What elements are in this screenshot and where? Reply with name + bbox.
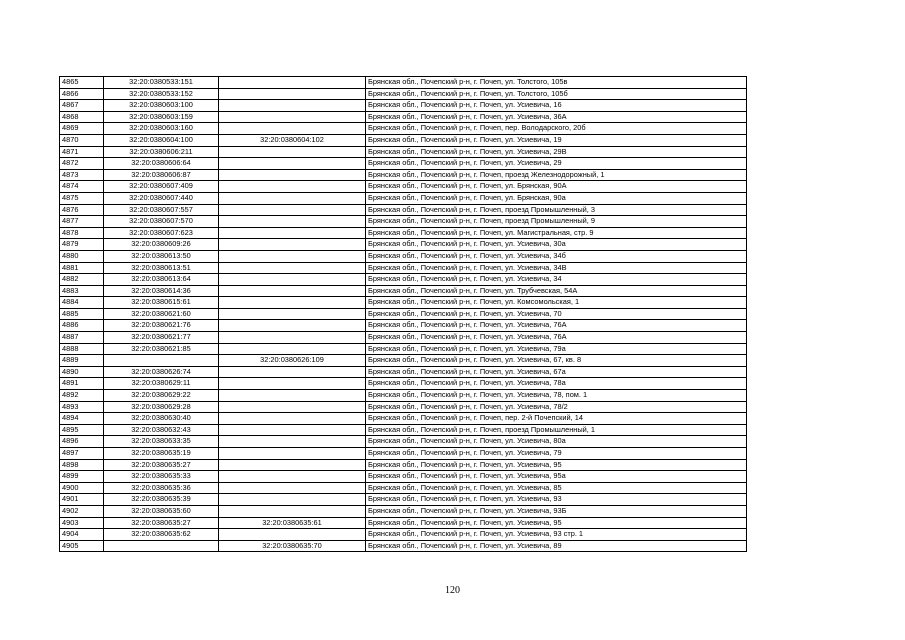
cadastral-number-cell: 32:20:0380607:409 [104, 181, 219, 193]
address-cell: Брянская обл., Почепский р-н, г. Почеп, пер. 2-й Почепский, 14 [366, 413, 747, 425]
parent-cadastral-number-cell [219, 413, 366, 425]
row-number-cell: 4902 [60, 505, 104, 517]
address-cell: Брянская обл., Почепский р-н, г. Почеп, ул. Усиевича, 29 [366, 158, 747, 170]
address-cell: Брянская обл., Почепский р-н, г. Почеп, ул. Усиевича, 78, пом. 1 [366, 390, 747, 402]
row-number-cell: 4897 [60, 448, 104, 460]
parent-cadastral-number-cell [219, 448, 366, 460]
table-row [60, 181, 747, 193]
parent-cadastral-number-cell [219, 436, 366, 448]
address-cell: Брянская обл., Почепский р-н, г. Почеп, ул. Усиевича, 93 [366, 494, 747, 506]
row-number-cell: 4901 [60, 494, 104, 506]
table-row [60, 227, 747, 239]
cadastral-number-cell: 32:20:0380613:64 [104, 274, 219, 286]
row-number-cell: 4893 [60, 401, 104, 413]
parent-cadastral-number-cell [219, 471, 366, 483]
row-number-cell: 4881 [60, 262, 104, 274]
table-row [60, 494, 747, 506]
parent-cadastral-number-cell [219, 88, 366, 100]
address-cell: Брянская обл., Почепский р-н, г. Почеп, ул. Брянская, 90а [366, 192, 747, 204]
cadastral-number-cell: 32:20:0380635:36 [104, 482, 219, 494]
parent-cadastral-number-cell: 32:20:0380635:70 [219, 540, 366, 552]
table-row [60, 343, 747, 355]
cadastral-number-cell: 32:20:0380606:211 [104, 146, 219, 158]
table-row [60, 448, 747, 460]
address-cell: Брянская обл., Почепский р-н, г. Почеп, ул. Усиевича, 67а [366, 366, 747, 378]
cadastral-number-cell: 32:20:0380635:19 [104, 448, 219, 460]
row-number-cell: 4865 [60, 77, 104, 89]
parent-cadastral-number-cell [219, 390, 366, 402]
row-number-cell: 4874 [60, 181, 104, 193]
table-row [60, 192, 747, 204]
row-number-cell: 4876 [60, 204, 104, 216]
address-cell: Брянская обл., Почепский р-н, г. Почеп, ул. Усиевича, 89 [366, 540, 747, 552]
table-row [60, 413, 747, 425]
table-row [60, 250, 747, 262]
table-row [60, 204, 747, 216]
table-row [60, 146, 747, 158]
cadastral-number-cell: 32:20:0380621:60 [104, 308, 219, 320]
address-cell: Брянская обл., Почепский р-н, г. Почеп, ул. Усиевича, 93Б [366, 505, 747, 517]
row-number-cell: 4882 [60, 274, 104, 286]
cadastral-number-cell: 32:20:0380607:623 [104, 227, 219, 239]
table-row [60, 216, 747, 228]
address-cell: Брянская обл., Почепский р-н, г. Почеп, ул. Усиевича, 29В [366, 146, 747, 158]
table-row [60, 158, 747, 170]
table-row [60, 77, 747, 89]
address-cell: Брянская обл., Почепский р-н, г. Почеп, ул. Трубчевская, 54А [366, 285, 747, 297]
row-number-cell: 4883 [60, 285, 104, 297]
row-number-cell: 4873 [60, 169, 104, 181]
cadastral-number-cell: 32:20:0380607:440 [104, 192, 219, 204]
cadastral-number-cell: 32:20:0380635:60 [104, 505, 219, 517]
cadastral-number-cell [104, 540, 219, 552]
row-number-cell: 4895 [60, 424, 104, 436]
parent-cadastral-number-cell [219, 401, 366, 413]
table-row [60, 471, 747, 483]
row-number-cell: 4870 [60, 134, 104, 146]
address-cell: Брянская обл., Почепский р-н, г. Почеп, ул. Толстого, 105в [366, 77, 747, 89]
address-cell: Брянская обл., Почепский р-н, г. Почеп, ул. Усиевича, 19 [366, 134, 747, 146]
address-cell: Брянская обл., Почепский р-н, г. Почеп, ул. Усиевича, 79а [366, 343, 747, 355]
table-row [60, 239, 747, 251]
cadastral-number-cell: 32:20:0380635:39 [104, 494, 219, 506]
address-cell: Брянская обл., Почепский р-н, г. Почеп, ул. Усиевича, 85 [366, 482, 747, 494]
row-number-cell: 4890 [60, 366, 104, 378]
parent-cadastral-number-cell [219, 332, 366, 344]
cadastral-number-cell: 32:20:0380603:160 [104, 123, 219, 135]
cadastral-number-cell: 32:20:0380630:40 [104, 413, 219, 425]
row-number-cell: 4879 [60, 239, 104, 251]
row-number-cell: 4872 [60, 158, 104, 170]
address-cell: Брянская обл., Почепский р-н, г. Почеп, ул. Усиевича, 80а [366, 436, 747, 448]
address-cell: Брянская обл., Почепский р-н, г. Почеп, проезд Промышленный, 3 [366, 204, 747, 216]
table-row [60, 529, 747, 541]
cadastral-number-cell: 32:20:0380621:77 [104, 332, 219, 344]
parent-cadastral-number-cell [219, 308, 366, 320]
row-number-cell: 4892 [60, 390, 104, 402]
parent-cadastral-number-cell [219, 192, 366, 204]
parent-cadastral-number-cell [219, 285, 366, 297]
cadastral-number-cell: 32:20:0380632:43 [104, 424, 219, 436]
parent-cadastral-number-cell [219, 169, 366, 181]
row-number-cell: 4898 [60, 459, 104, 471]
parent-cadastral-number-cell [219, 424, 366, 436]
parent-cadastral-number-cell [219, 181, 366, 193]
table-row [60, 517, 747, 529]
cadastral-number-cell: 32:20:0380629:22 [104, 390, 219, 402]
address-cell: Брянская обл., Почепский р-н, г. Почеп, ул. Усиевича, 95а [366, 471, 747, 483]
registry-table [59, 76, 747, 552]
table-row [60, 285, 747, 297]
row-number-cell: 4903 [60, 517, 104, 529]
row-number-cell: 4867 [60, 100, 104, 112]
table-row [60, 134, 747, 146]
parent-cadastral-number-cell [219, 111, 366, 123]
cadastral-number-cell: 32:20:0380621:76 [104, 320, 219, 332]
table-row [60, 355, 747, 367]
address-cell: Брянская обл., Почепский р-н, г. Почеп, ул. Магистральная, стр. 9 [366, 227, 747, 239]
row-number-cell: 4875 [60, 192, 104, 204]
table-row [60, 274, 747, 286]
address-cell: Брянская обл., Почепский р-н, г. Почеп, ул. Толстого, 105б [366, 88, 747, 100]
parent-cadastral-number-cell [219, 239, 366, 251]
address-cell: Брянская обл., Почепский р-н, г. Почеп, ул. Усиевича, 34В [366, 262, 747, 274]
address-cell: Брянская обл., Почепский р-н, г. Почеп, ул. Брянская, 90А [366, 181, 747, 193]
table-row [60, 482, 747, 494]
parent-cadastral-number-cell [219, 378, 366, 390]
cadastral-number-cell [104, 355, 219, 367]
cadastral-number-cell: 32:20:0380629:11 [104, 378, 219, 390]
cadastral-number-cell: 32:20:0380621:85 [104, 343, 219, 355]
row-number-cell: 4885 [60, 308, 104, 320]
parent-cadastral-number-cell [219, 494, 366, 506]
table-row [60, 262, 747, 274]
cadastral-number-cell: 32:20:0380533:152 [104, 88, 219, 100]
table-row [60, 378, 747, 390]
address-cell: Брянская обл., Почепский р-н, г. Почеп, проезд Железнодорожный, 1 [366, 169, 747, 181]
cadastral-number-cell: 32:20:0380606:64 [104, 158, 219, 170]
table-row [60, 401, 747, 413]
address-cell: Брянская обл., Почепский р-н, г. Почеп, пер. Володарского, 20б [366, 123, 747, 135]
cadastral-number-cell: 32:20:0380604:100 [104, 134, 219, 146]
row-number-cell: 4904 [60, 529, 104, 541]
row-number-cell: 4878 [60, 227, 104, 239]
address-cell: Брянская обл., Почепский р-н, г. Почеп, ул. Комсомольская, 1 [366, 297, 747, 309]
cadastral-number-cell: 32:20:0380614:36 [104, 285, 219, 297]
cadastral-number-cell: 32:20:0380635:27 [104, 459, 219, 471]
parent-cadastral-number-cell: 32:20:0380626:109 [219, 355, 366, 367]
parent-cadastral-number-cell [219, 146, 366, 158]
parent-cadastral-number-cell [219, 227, 366, 239]
address-cell: Брянская обл., Почепский р-н, г. Почеп, ул. Усиевича, 95 [366, 459, 747, 471]
row-number-cell: 4869 [60, 123, 104, 135]
row-number-cell: 4889 [60, 355, 104, 367]
address-cell: Брянская обл., Почепский р-н, г. Почеп, ул. Усиевича, 93 стр. 1 [366, 529, 747, 541]
table-row [60, 320, 747, 332]
row-number-cell: 4891 [60, 378, 104, 390]
table-row [60, 436, 747, 448]
cadastral-number-cell: 32:20:0380607:557 [104, 204, 219, 216]
parent-cadastral-number-cell [219, 366, 366, 378]
address-cell: Брянская обл., Почепский р-н, г. Почеп, проезд Промышленный, 1 [366, 424, 747, 436]
table-row [60, 366, 747, 378]
parent-cadastral-number-cell [219, 505, 366, 517]
parent-cadastral-number-cell [219, 123, 366, 135]
row-number-cell: 4877 [60, 216, 104, 228]
cadastral-number-cell: 32:20:0380626:74 [104, 366, 219, 378]
table-row [60, 540, 747, 552]
row-number-cell: 4888 [60, 343, 104, 355]
row-number-cell: 4866 [60, 88, 104, 100]
cadastral-number-cell: 32:20:0380633:35 [104, 436, 219, 448]
cadastral-number-cell: 32:20:0380607:570 [104, 216, 219, 228]
row-number-cell: 4884 [60, 297, 104, 309]
address-cell: Брянская обл., Почепский р-н, г. Почеп, ул. Усиевича, 78а [366, 378, 747, 390]
address-cell: Брянская обл., Почепский р-н, г. Почеп, ул. Усиевича, 36А [366, 111, 747, 123]
table-row [60, 505, 747, 517]
parent-cadastral-number-cell [219, 297, 366, 309]
address-cell: Брянская обл., Почепский р-н, г. Почеп, ул. Усиевича, 95 [366, 517, 747, 529]
page-number: 120 [445, 585, 460, 596]
row-number-cell: 4905 [60, 540, 104, 552]
table-row [60, 459, 747, 471]
table-row [60, 111, 747, 123]
cadastral-number-cell: 32:20:0380613:51 [104, 262, 219, 274]
address-cell: Брянская обл., Почепский р-н, г. Почеп, проезд Промышленный, 9 [366, 216, 747, 228]
row-number-cell: 4886 [60, 320, 104, 332]
cadastral-number-cell: 32:20:0380635:27 [104, 517, 219, 529]
parent-cadastral-number-cell: 32:20:0380635:61 [219, 517, 366, 529]
address-cell: Брянская обл., Почепский р-н, г. Почеп, ул. Усиевича, 34б [366, 250, 747, 262]
cadastral-number-cell: 32:20:0380609:26 [104, 239, 219, 251]
table-row [60, 332, 747, 344]
address-cell: Брянская обл., Почепский р-н, г. Почеп, ул. Усиевича, 30а [366, 239, 747, 251]
row-number-cell: 4900 [60, 482, 104, 494]
table-row [60, 88, 747, 100]
cadastral-number-cell: 32:20:0380606:87 [104, 169, 219, 181]
row-number-cell: 4899 [60, 471, 104, 483]
parent-cadastral-number-cell [219, 262, 366, 274]
parent-cadastral-number-cell [219, 274, 366, 286]
row-number-cell: 4871 [60, 146, 104, 158]
parent-cadastral-number-cell [219, 204, 366, 216]
table-row [60, 100, 747, 112]
address-cell: Брянская обл., Почепский р-н, г. Почеп, ул. Усиевича, 76А [366, 332, 747, 344]
parent-cadastral-number-cell [219, 100, 366, 112]
parent-cadastral-number-cell [219, 77, 366, 89]
parent-cadastral-number-cell [219, 482, 366, 494]
address-cell: Брянская обл., Почепский р-н, г. Почеп, ул. Усиевича, 70 [366, 308, 747, 320]
row-number-cell: 4887 [60, 332, 104, 344]
parent-cadastral-number-cell [219, 529, 366, 541]
parent-cadastral-number-cell [219, 158, 366, 170]
parent-cadastral-number-cell [219, 320, 366, 332]
table-row [60, 169, 747, 181]
table-row [60, 390, 747, 402]
parent-cadastral-number-cell [219, 459, 366, 471]
address-cell: Брянская обл., Почепский р-н, г. Почеп, ул. Усиевича, 76А [366, 320, 747, 332]
address-cell: Брянская обл., Почепский р-н, г. Почеп, ул. Усиевича, 34 [366, 274, 747, 286]
address-cell: Брянская обл., Почепский р-н, г. Почеп, ул. Усиевича, 79 [366, 448, 747, 460]
row-number-cell: 4894 [60, 413, 104, 425]
cadastral-number-cell: 32:20:0380533:151 [104, 77, 219, 89]
address-cell: Брянская обл., Почепский р-н, г. Почеп, ул. Усиевича, 67, кв. 8 [366, 355, 747, 367]
table-row [60, 424, 747, 436]
row-number-cell: 4896 [60, 436, 104, 448]
table-row [60, 123, 747, 135]
cadastral-number-cell: 32:20:0380603:159 [104, 111, 219, 123]
table-row [60, 297, 747, 309]
parent-cadastral-number-cell [219, 343, 366, 355]
address-cell: Брянская обл., Почепский р-н, г. Почеп, ул. Усиевича, 78/2 [366, 401, 747, 413]
cadastral-number-cell: 32:20:0380635:33 [104, 471, 219, 483]
cadastral-number-cell: 32:20:0380613:50 [104, 250, 219, 262]
row-number-cell: 4880 [60, 250, 104, 262]
cadastral-number-cell: 32:20:0380635:62 [104, 529, 219, 541]
cadastral-number-cell: 32:20:0380629:28 [104, 401, 219, 413]
cadastral-number-cell: 32:20:0380603:100 [104, 100, 219, 112]
cadastral-number-cell: 32:20:0380615:61 [104, 297, 219, 309]
address-cell: Брянская обл., Почепский р-н, г. Почеп, ул. Усиевича, 16 [366, 100, 747, 112]
registry-table-body [60, 77, 747, 552]
parent-cadastral-number-cell [219, 250, 366, 262]
parent-cadastral-number-cell [219, 216, 366, 228]
table-row [60, 308, 747, 320]
row-number-cell: 4868 [60, 111, 104, 123]
parent-cadastral-number-cell: 32:20:0380604:102 [219, 134, 366, 146]
